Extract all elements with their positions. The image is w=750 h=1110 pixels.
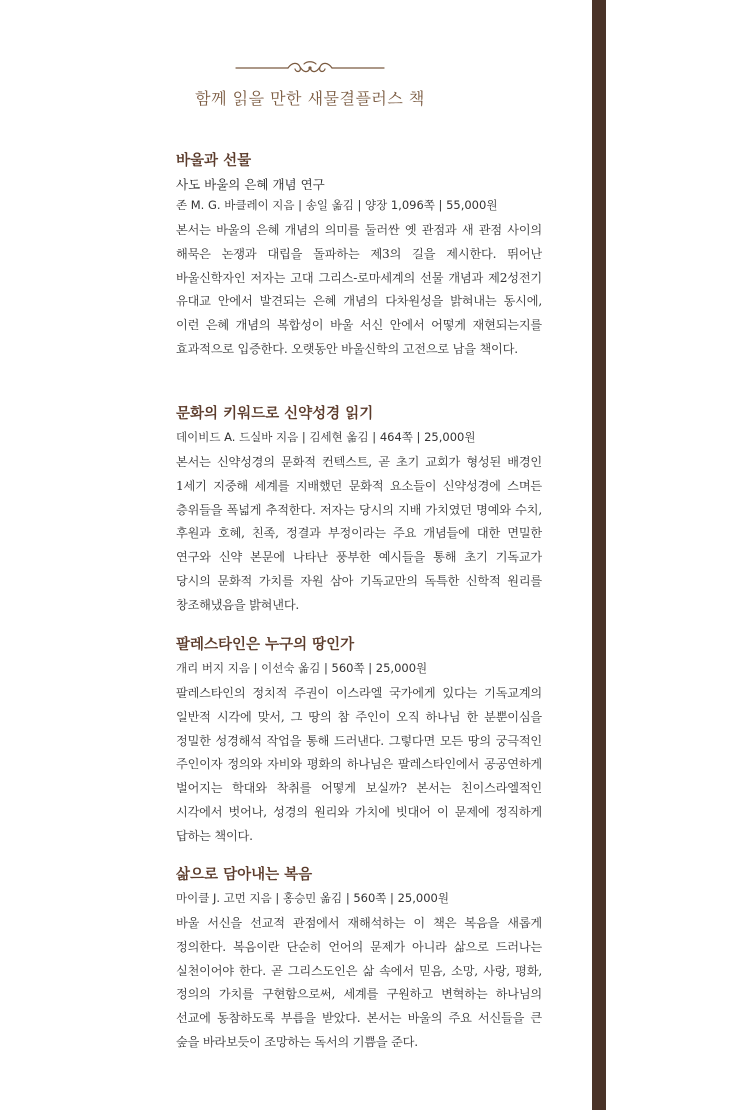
flourish-ornament-icon: [232, 58, 388, 78]
book-description: 바울 서신을 선교적 관점에서 재해석하는 이 책은 복음을 새롭게 정의한다. 복음이란 단순히 언어의 문제가 아니라 삶으로 드러나는 실천이어야 한다. 곧 그리스도인은 삶 속에서 믿음, 소망, 사랑, 평화, 정의의 가치를 구현함으로써, 세계를 구원하고 변혁하는 하나님의 선교에 동참하도록 부름을 받았다. 본서는 바울의 주요 서신들을 큰 숲을 바라보듯이 조망하는 독서의 기쁨을 준다.: [176, 916, 542, 1049]
book-meta: 마이클 J. 고먼 지음 | 홍승민 옮김 | 560쪽 | 25,000원: [176, 891, 449, 905]
book-title: 문화의 키워드로 신약성경 읽기: [176, 406, 374, 422]
book-entry: [176, 866, 542, 1055]
book-description: 본서는 바울의 은혜 개념의 의미를 둘러싼 옛 관점과 새 관점 사이의 해묵은 논쟁과 대립을 돌파하는 제3의 길을 제시한다. 뛰어난 바울신학자인 저자는 고대 그리스-로마세계의 선물 개념과 제2성전기 유대교 안에서 발견되는 은혜 개념의 다차원성을 밝혀내는 동시에, 이런 은혜 개념의 복합성이 바울 서신 안에서 어떻게 재현되는지를 효과적으로 입증한다. 오랫동안 바울신학의 고전으로 남을 책이다.: [176, 223, 542, 356]
book-description: 팔레스타인의 정치적 주권이 이스라엘 국가에게 있다는 기독교계의 일반적 시각에 맞서, 그 땅의 참 주인이 오직 하나님 한 분뿐이심을 정밀한 성경해석 작업을 통해 드러낸다. 그렇다면 모든 땅의 궁극적인 주인이자 정의와 자비와 평화의 하나님은 팔레스타인에서 공공연하게 벌어지는 학대와 착취를 어떻게 보실까? 본서는 친이스라엘적인 시각에서 벗어나, 성경의 원리와 가치에 빗대어 이 문제에 정직하게 답하는 책이다.: [176, 686, 542, 843]
book-meta: 존 M. G. 바클레이 지음 | 송일 옮김 | 양장 1,096쪽 | 55,000원: [176, 198, 498, 212]
book-entry: [176, 405, 542, 618]
page-title: 함께 읽을 만한 새물결플러스 책: [195, 89, 425, 108]
book-title: 팔레스타인은 누구의 땅인가: [176, 637, 355, 653]
book-title: 바울과 선물: [176, 153, 252, 169]
book-entry: [176, 152, 542, 362]
book-meta: 개리 버지 지음 | 이선숙 옮김 | 560쪽 | 25,000원: [176, 661, 428, 675]
right-side-bar: [592, 0, 606, 1110]
book-entry: [176, 636, 542, 849]
book-meta: 데이비드 A. 드실바 지음 | 김세현 옮김 | 464쪽 | 25,000원: [176, 430, 476, 444]
book-title: 삶으로 담아내는 복음: [176, 867, 313, 883]
book-subtitle: 사도 바울의 은혜 개념 연구: [176, 177, 325, 192]
book-description: 본서는 신약성경의 문화적 컨텍스트, 곧 초기 교회가 형성된 배경인 1세기 지중해 세계를 지배했던 문화적 요소들이 신약성경에 스며든 층위들을 폭넓게 추적한다. 저자는 당시의 지배 가치였던 명예와 수치, 후원과 호혜, 친족, 정결과 부정이라는 주요 개념들에 대한 면밀한 연구와 신약 본문에 나타난 풍부한 예시들을 통해 초기 기독교가 당시의 문화적 가치를 자원 삼아 기독교만의 독특한 신학적 원리를 창조해냈음을 밝혀낸다.: [176, 455, 542, 612]
